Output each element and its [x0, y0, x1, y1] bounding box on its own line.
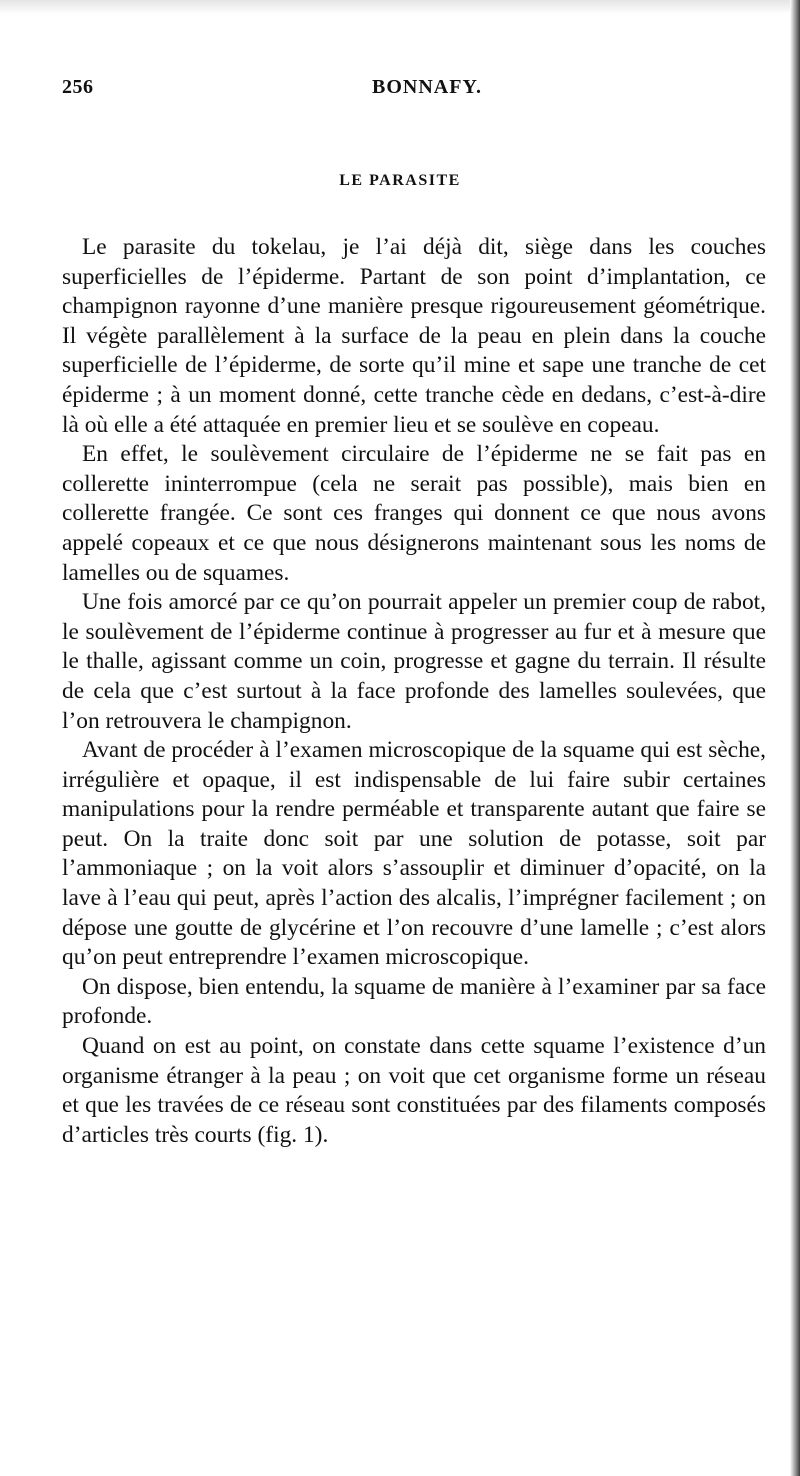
paragraph: Avant de procéder à l’examen microscopique de la squame qui est sèche, irrégulière et opaque, il est indispensable de lui faire subir certaines manipulations pour la rendre perméable et transparente autant que faire se peut. On la traite donc soit par une solution de potasse, soit par l’ammoniaque ; on la voit alors s’assouplir et diminuer d’opacité, on la lave à l’eau qui peut, après l’action des alcalis, l’imprégner facilement ; on dépose une goutte de glycérine et l’on recouvre d’une lamelle ; c’est alors qu’on peut entreprendre l’examen microscopique. — [62, 737, 766, 971]
paragraph: Le parasite du tokelau, je l’ai déjà dit, siège dans les couches superficielles de l’épiderme. Partant de son point d’implantation, ce champignon rayonne d’une manière presque rigoureusement géométrique. Il végète parallèlement à la surface de la peau en plein dans la couche superficielle de l’épiderme, de sorte qu’il mine et sape une tranche de cet épiderme ; à un moment donné, cette tranche cède en dedans, c’est-à-dire là où elle a été attaquée en premier lieu et se soulève en copeau. — [62, 234, 766, 438]
paragraph: En effet, le soulèvement circulaire de l’épiderme ne se fait pas en collerette ininterrompue (cela ne serait pas possible), mais bien en collerette frangée. Ce sont ces franges qui donnent ce que nous avons appelé copeaux et ce que nous désignerons maintenant sous les noms de lamelles ou de squames. — [62, 441, 766, 586]
section-title: LE PARASITE — [339, 172, 461, 189]
page-header — [62, 76, 762, 106]
scan-shadow-top — [0, 0, 800, 14]
body-text — [62, 233, 766, 1150]
scan-shadow-right — [790, 0, 800, 1476]
paragraph: On dispose, bien entendu, la squame de manière à l’examiner par sa face profonde. — [62, 973, 766, 1030]
running-head: BONNAFY. — [372, 76, 483, 98]
paragraph: Quand on est au point, on constate dans cette squame l’existence d’un organisme étranger à la peau ; on voit que cet organisme forme un réseau et que les travées de ce réseau sont constituées par des filaments composés d’articles très courts (fig. 1). — [62, 1033, 766, 1148]
paragraph: Une fois amorcé par ce qu’on pourrait appeler un premier coup de rabot, le soulèvement de l’épiderme continue à progresser au fur et à mesure que le thalle, agissant comme un coin, progresse et gagne du terrain. Il résulte de cela que c’est surtout à la face profonde des lamelles soulevées, que l’on retrouvera le champignon. — [62, 589, 766, 734]
page-number: 256 — [62, 76, 94, 98]
